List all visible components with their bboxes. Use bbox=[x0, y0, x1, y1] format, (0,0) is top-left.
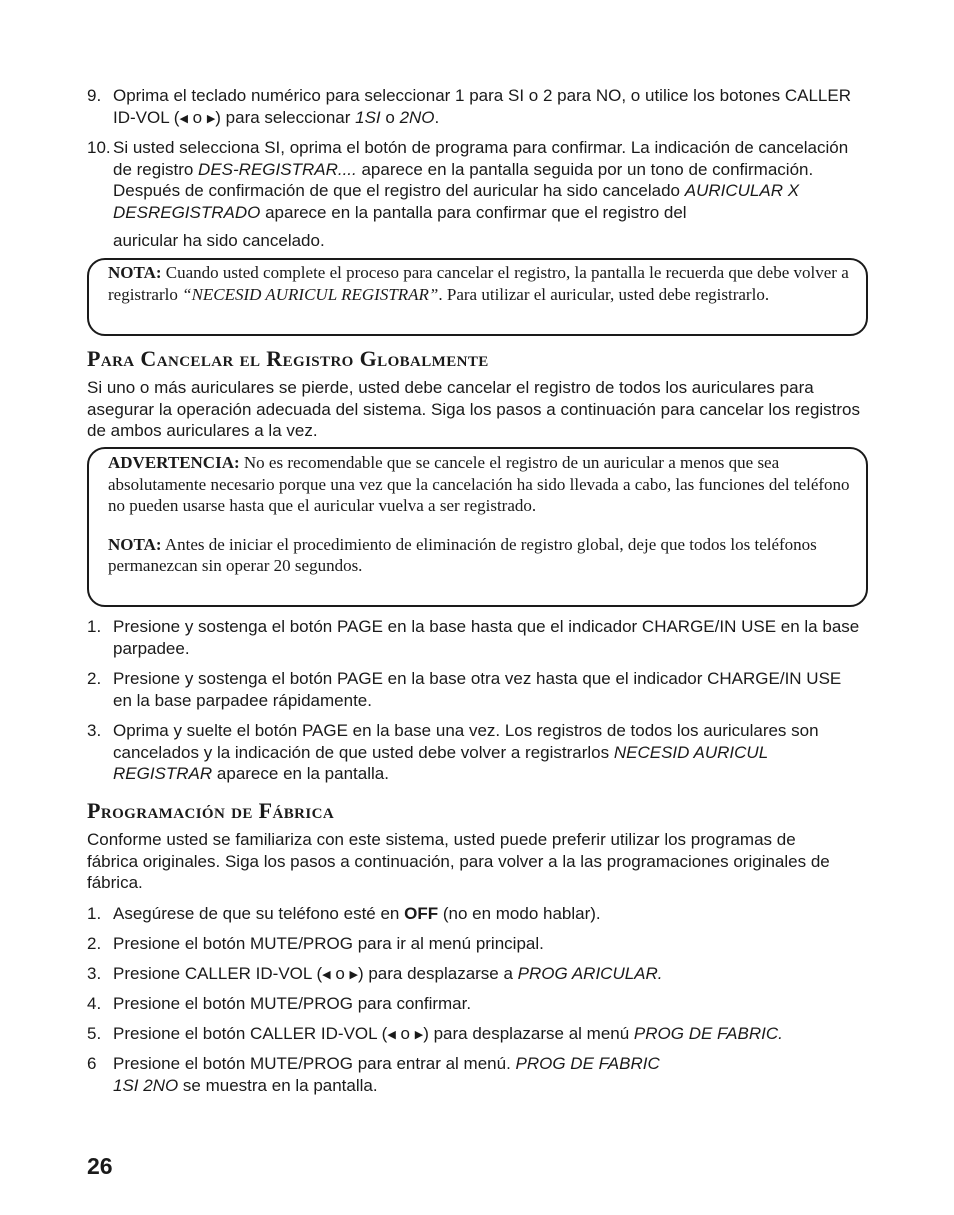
global-step-1: 1. Presione y sostenga el botón PAGE en la base hasta que el indicador CHARGE/IN USE en la base parpadee. bbox=[87, 617, 860, 658]
factory-step-2: 2. Presione el botón MUTE/PROG para ir al menú principal. bbox=[87, 934, 544, 953]
step-number: 10. bbox=[87, 138, 111, 157]
section-intro: Si uno o más auriculares se pierde, usted debe cancelar el registro de todos los auriculares para asegurar la operación adecuada del sistema. Siga los pasos a continuación para cancelar los registros de ambos auriculares a la vez. bbox=[87, 378, 861, 440]
step-text-continued: auricular ha sido cancelado. bbox=[113, 231, 325, 250]
warning-note-text: NOTA: Antes de iniciar el procedimiento de eliminación de registro global, deje que todos los teléfonos permanezcan sin operar 20 segundos. bbox=[108, 534, 817, 575]
factory-step-3: 3. Presione CALLER ID-VOL (◀ o ▶) para desplazarse a PROG ARICULAR. bbox=[87, 964, 663, 983]
note-label: NOTA: bbox=[108, 263, 162, 282]
factory-step-1: 1. Asegúrese de que su teléfono esté en OFF (no en modo hablar). bbox=[87, 904, 601, 923]
note-box bbox=[87, 258, 868, 336]
step-text: Oprima el teclado numérico para seleccionar 1 para SI o 2 para NO, o utilice los botones CALLER ID-VOL (◀ o ▶) para seleccionar 1SI o 2NO. bbox=[113, 86, 851, 127]
global-step-2: 2. Presione y sostenga el botón PAGE en la base otra vez hasta que el indicador CHARGE/IN USE en la base parpadee rápidamente. bbox=[87, 669, 842, 710]
warning-box bbox=[87, 447, 868, 607]
section-heading-factory-settings: Programación de Fábrica bbox=[87, 798, 335, 823]
step-number: 9. bbox=[87, 86, 102, 105]
left-arrow-icon: ◀ bbox=[322, 969, 331, 981]
warning-text: ADVERTENCIA: No es recomendable que se cancele el registro de un auricular a menos que sea absolutamente necesario porque una vez que la cancelación ha sido llevada a cabo, las funciones del teléfono no pueden usarse hasta que el auricular vuelva a ser registrado. bbox=[108, 453, 850, 515]
section-heading-global-cancel: Para Cancelar el Registro Globalmente bbox=[87, 346, 489, 371]
warning-label: ADVERTENCIA: bbox=[108, 453, 240, 472]
right-arrow-icon: ▶ bbox=[414, 1029, 424, 1041]
step-text: Si usted selecciona SI, oprima el botón de programa para confirmar. La indicación de cancelación de registro DES-REGISTRAR.... aparece en la pantalla seguida por un tono de confirmación. Después de confirmación de que el registro del auricular ha sido cancelado AURICULAR X DESREGISTRADO aparece en la pantalla para confirmar que el registro del bbox=[113, 138, 849, 222]
factory-step-5: 5. Presione el botón CALLER ID-VOL (◀ o ▶) para desplazarse al menú PROG DE FABRIC. bbox=[87, 1024, 783, 1043]
page-number: 26 bbox=[87, 1153, 113, 1179]
factory-step-4: 4. Presione el botón MUTE/PROG para confirmar. bbox=[87, 994, 472, 1013]
factory-step-6: 6 Presione el botón MUTE/PROG para entrar al menú. PROG DE FABRIC 1SI 2NO se muestra en la pantalla. bbox=[87, 1054, 660, 1095]
note-text: NOTA: Cuando usted complete el proceso para cancelar el registro, la pantalla le recuerda que debe volver a registrarlo “NECESID AURICUL REGISTRAR”. Para utilizar el auricular, usted debe registrarlo. bbox=[108, 263, 849, 304]
global-step-3: 3. Oprima y suelte el botón PAGE en la base una vez. Los registros de todos los auriculares son cancelados y la indicación de que usted debe volver a registrarlos NECESID AURICUL REGISTRAR aparece en la pantalla. bbox=[87, 721, 819, 783]
step-9 bbox=[87, 85, 862, 130]
section-intro: Conforme usted se familiariza con este sistema, usted puede preferir utilizar los programas de fábrica originales. Siga los pasos a continuación, para volver a la las programaciones originales de fábrica. bbox=[87, 830, 830, 892]
left-arrow-icon: ◀ bbox=[179, 112, 188, 125]
left-arrow-icon: ◀ bbox=[387, 1029, 396, 1041]
step-10 bbox=[87, 137, 862, 252]
right-arrow-icon: ▶ bbox=[206, 112, 216, 125]
right-arrow-icon: ▶ bbox=[349, 969, 358, 981]
note-label: NOTA: bbox=[108, 534, 162, 554]
